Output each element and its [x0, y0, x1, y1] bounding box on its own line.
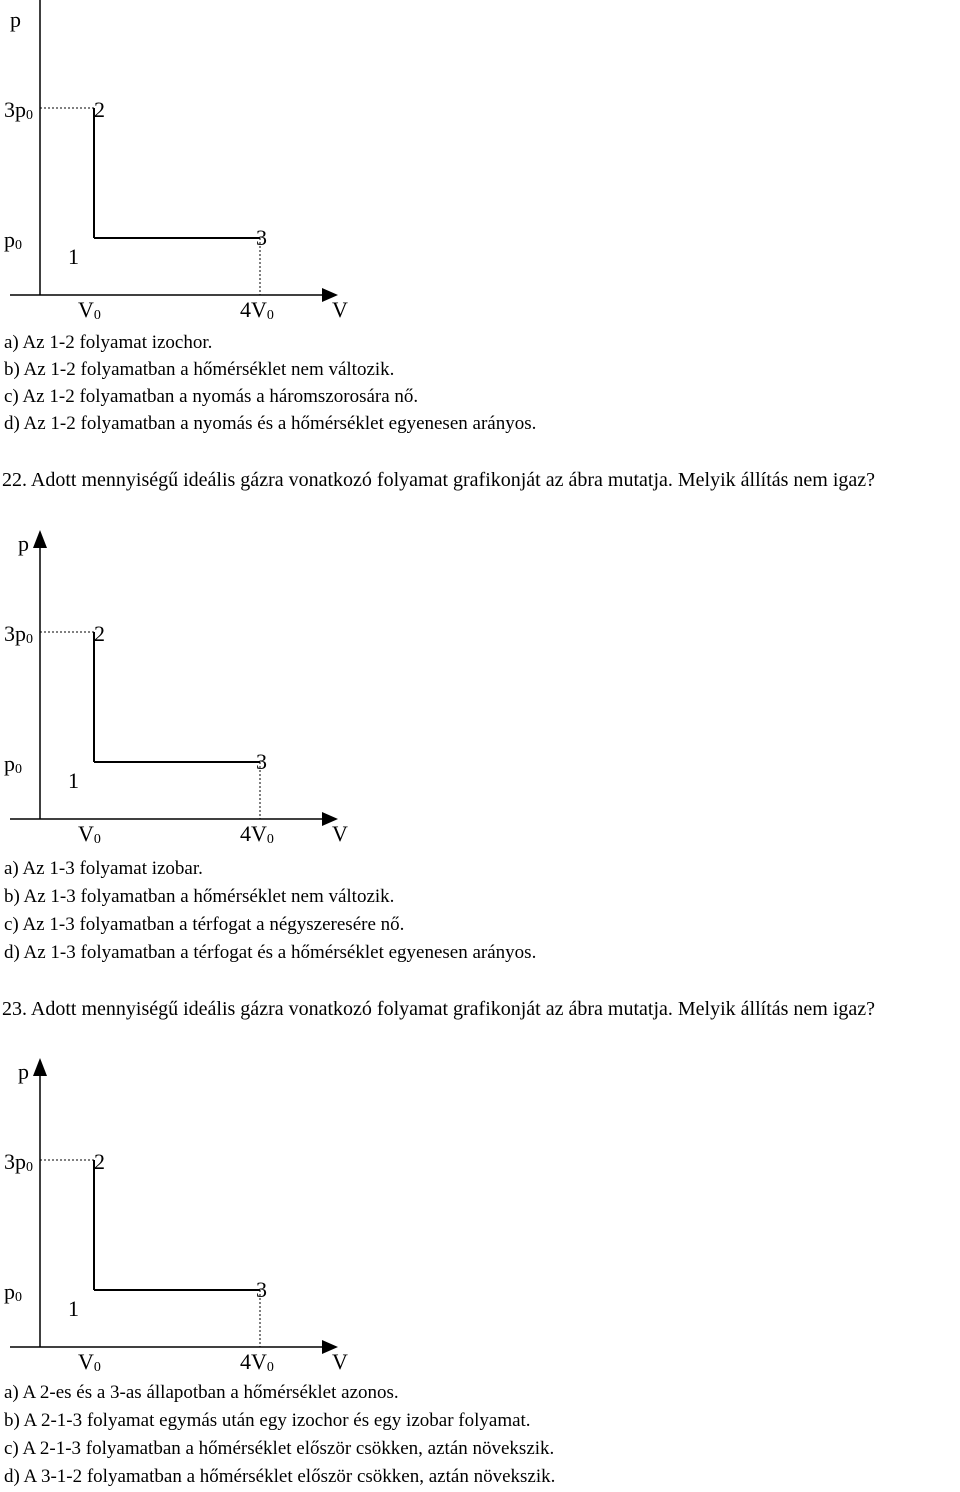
tick-4v0: $4V_0$ — [240, 1349, 274, 1375]
pv-diagram-2 — [0, 524, 380, 854]
s1-option-c: c) Az 1-2 folyamatban a nyomás a háromszorosára nő. — [4, 386, 419, 407]
tick-p0: $p_0$ — [4, 227, 22, 253]
s3-option-b: b) A 2-1-3 folyamat egymás után egy izochor és egy izobar folyamat. — [4, 1410, 531, 1431]
x-axis-label: V — [332, 1349, 348, 1374]
point-1-label: 1 — [68, 244, 79, 269]
tick-v0: $V_0$ — [78, 821, 101, 847]
y-axis-label: p — [10, 7, 21, 32]
s2-option-a: a) Az 1-3 folyamat izobar. — [4, 858, 203, 879]
pv-diagram-2-svg — [0, 524, 380, 854]
pv-diagram-3 — [0, 1052, 380, 1382]
x-axis-label: V — [332, 821, 348, 846]
point-2-label: 2 — [94, 1149, 105, 1174]
tick-p0: $p_0$ — [4, 1279, 22, 1305]
s2-option-b: b) Az 1-3 folyamatban a hőmérséklet nem változik. — [4, 886, 395, 907]
tick-v0: $V_0$ — [78, 297, 101, 323]
question-22: 22. Adott mennyiségű ideális gázra vonatkozó folyamat grafikonját az ábra mutatja. Melyik állítás nem igaz? — [2, 469, 876, 491]
question-23: 23. Adott mennyiségű ideális gázra vonatkozó folyamat grafikonját az ábra mutatja. Melyik állítás nem igaz? — [2, 998, 876, 1020]
s1-option-d: d) Az 1-2 folyamatban a nyomás és a hőmérséklet egyenesen arányos. — [4, 413, 537, 434]
s2-option-d: d) Az 1-3 folyamatban a térfogat és a hőmérséklet egyenesen arányos. — [4, 942, 537, 963]
tick-3p0: $3p_0$ — [4, 621, 33, 647]
x-axis-label: V — [332, 297, 348, 322]
point-2-label: 2 — [94, 621, 105, 646]
pv-diagram-1-svg — [0, 0, 380, 330]
tick-v0: $V_0$ — [78, 1349, 101, 1375]
s3-option-a: a) A 2-es és a 3-as állapotban a hőmérséklet azonos. — [4, 1382, 399, 1403]
s3-option-d: d) A 3-1-2 folyamatban a hőmérséklet először csökken, aztán növekszik. — [4, 1466, 556, 1487]
y-axis-arrow — [33, 530, 47, 548]
point-3-label: 3 — [256, 1277, 267, 1302]
point-3-label: 3 — [256, 749, 267, 774]
y-axis-arrow — [33, 1058, 47, 1076]
point-3-label: 3 — [256, 225, 267, 250]
s1-option-a: a) Az 1-2 folyamat izochor. — [4, 332, 213, 353]
pv-diagram-1 — [0, 0, 380, 330]
tick-p0: $p_0$ — [4, 751, 22, 777]
point-1-label: 1 — [68, 1296, 79, 1321]
y-axis-label: p — [18, 531, 29, 556]
tick-3p0: $3p_0$ — [4, 1149, 33, 1175]
tick-3p0: $3p_0$ — [4, 97, 33, 123]
s3-option-c: c) A 2-1-3 folyamatban a hőmérséklet először csökken, aztán növekszik. — [4, 1438, 555, 1459]
s2-option-c: c) Az 1-3 folyamatban a térfogat a négyszeresére nő. — [4, 914, 405, 935]
tick-4v0: $4V_0$ — [240, 297, 274, 323]
pv-diagram-3-svg — [0, 1052, 380, 1382]
point-2-label: 2 — [94, 97, 105, 122]
point-1-label: 1 — [68, 768, 79, 793]
s1-option-b: b) Az 1-2 folyamatban a hőmérséklet nem változik. — [4, 359, 395, 380]
tick-4v0: $4V_0$ — [240, 821, 274, 847]
y-axis-label: p — [18, 1059, 29, 1084]
